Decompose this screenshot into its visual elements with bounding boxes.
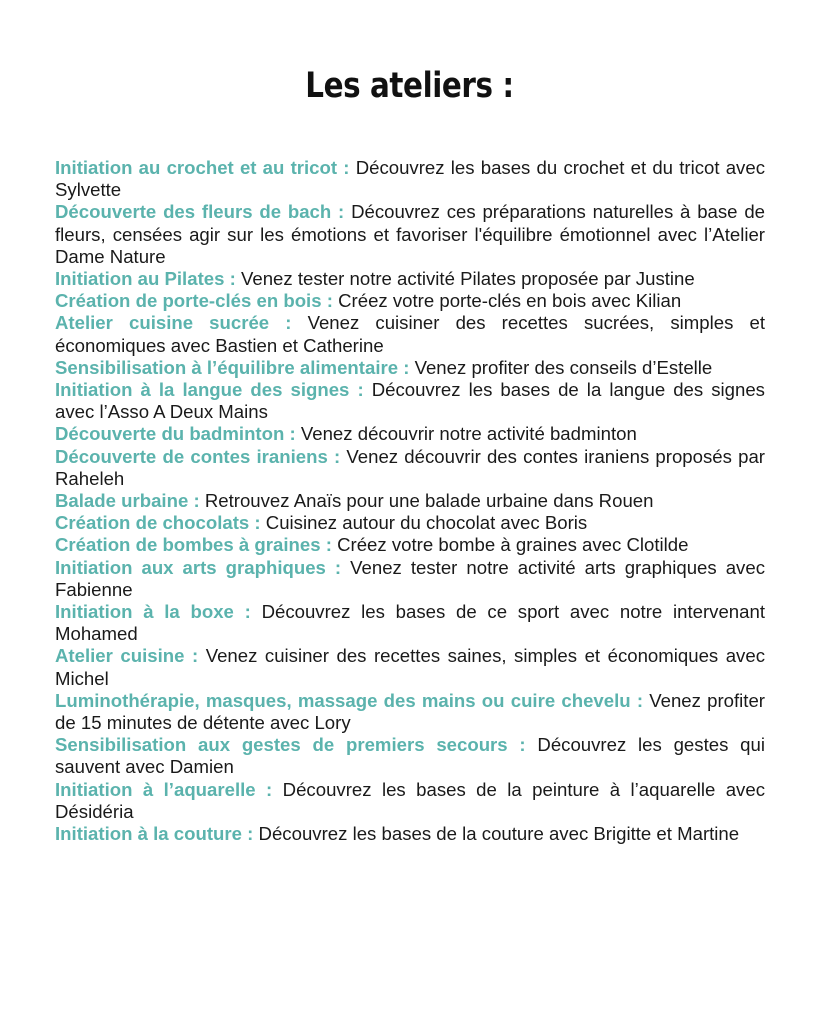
workshop-item-badminton [55,423,765,445]
workshop-item-boxe [55,601,765,645]
workshop-item-equilibre-alimentaire [55,357,765,379]
workshop-item-crochet [55,157,765,201]
workshop-description: Créez votre porte-clés en bois avec Kilian [338,290,682,312]
workshop-item-chocolats [55,512,765,534]
workshop-description: Venez découvrir des contes iraniens proposés par Raheleh [55,445,765,489]
workshop-item-cuisine-sucree [55,312,765,356]
workshop-description: Venez cuisiner des recettes saines, simples et économiques avec Michel [55,645,765,689]
workshop-description: Découvrez les gestes qui sauvent avec Damien [55,734,765,778]
page-title: Les ateliers : [305,66,514,106]
workshop-item-porte-cles [55,290,765,312]
workshop-label: Initiation au crochet et au tricot : [55,157,350,178]
workshop-label: Initiation à l’aquarelle : [55,778,273,800]
workshop-item-fleurs-de-bach [55,201,765,268]
workshop-item-premiers-secours [55,734,765,778]
workshop-item-arts-graphiques [55,557,765,601]
workshop-item-pilates [55,268,765,290]
workshop-label: Initiation à la langue des signes : [55,379,364,401]
workshop-item-aquarelle [55,779,765,823]
workshop-label: Création de bombes à graines : [55,534,332,556]
workshop-label: Atelier cuisine : [55,645,199,667]
workshop-item-bombes-a-graines [55,534,765,556]
workshop-description: Découvrez les bases de la couture avec Brigitte et Martine [258,823,740,845]
workshop-label: Création de porte-clés en bois : [55,290,333,312]
workshop-label: Initiation aux arts graphiques : [55,556,342,578]
workshop-description: Découvrez les bases de ce sport avec notre intervenant Mohamed [55,601,765,645]
workshop-label: Création de chocolats : [55,512,261,534]
workshop-item-langue-des-signes [55,379,765,423]
workshop-item-couture [55,823,765,845]
workshop-description: Découvrez ces préparations naturelles à base de fleurs, censées agir sur les émotions et favoriser l'équilibre émotionnel avec l’Atelier Dame Nature [55,201,765,267]
workshop-item-luminotherapie [55,690,765,734]
workshop-description: Venez découvrir notre activité badminton [300,423,637,445]
workshop-item-balade-urbaine [55,490,765,512]
workshop-description: Venez cuisiner des recettes sucrées, simples et économiques avec Bastien et Catherine [55,312,765,356]
workshop-description: Retrouvez Anaïs pour une balade urbaine dans Rouen [204,490,654,512]
workshop-label: Balade urbaine : [55,490,200,512]
workshop-description: Découvrez les bases de la peinture à l’aquarelle avec Désidéria [55,778,765,822]
workshop-label: Découverte du badminton : [55,423,296,445]
workshop-description: Créez votre bombe à graines avec Clotilde [337,534,689,556]
workshop-label: Initiation au Pilates : [55,268,236,290]
workshop-label: Atelier cuisine sucrée : [55,312,292,334]
workshop-label: Luminothérapie, masques, massage des mains ou cuire chevelu : [55,689,644,711]
workshop-label: Sensibilisation à l’équilibre alimentaire : [55,356,410,378]
workshop-label: Initiation à la couture : [55,823,254,845]
workshop-description: Venez profiter des conseils d’Estelle [414,356,713,378]
workshop-description: Venez tester notre activité arts graphiques avec Fabienne [55,556,765,600]
workshop-label: Initiation à la boxe : [55,601,251,623]
workshop-label: Découverte de contes iraniens : [55,445,341,467]
workshop-description: Cuisinez autour du chocolat avec Boris [265,512,588,534]
workshop-label: Sensibilisation aux gestes de premiers secours : [55,734,526,756]
workshop-description: Découvrez les bases du crochet et du tricot avec Sylvette [55,157,765,201]
workshop-description: Venez tester notre activité Pilates proposée par Justine [240,268,695,290]
workshop-description: Découvrez les bases de la langue des signes avec l’Asso A Deux Mains [55,379,765,423]
workshop-list [55,157,765,845]
workshop-label: Découverte des fleurs de bach : [55,201,345,223]
workshop-item-contes-iraniens [55,446,765,490]
workshop-description: Venez profiter de 15 minutes de détente avec Lory [55,689,766,734]
workshop-item-cuisine [55,645,765,689]
